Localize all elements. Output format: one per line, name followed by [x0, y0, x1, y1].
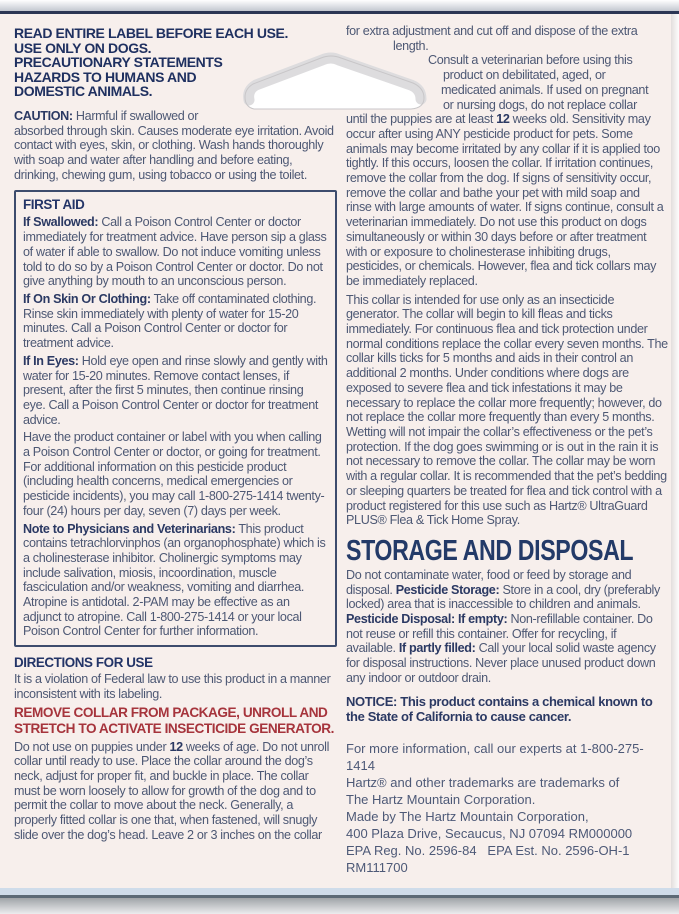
partly-filled-label: If partly filled: [398, 641, 476, 656]
first-aid-container-note: Have the product container or label with you when calling a Poison Control Center or doctor, or going for treatment. For additional information on this pesticide product (including health concerns, medical emergencies or pesticide incidents), you may call 1-800-275-1414 twenty-four (24) hours per day, seven (7) days per week. [23, 430, 325, 518]
footer-info-line: For more information, call our experts at 1-800-275-1414 [346, 740, 644, 773]
if-in-eyes-label: If In Eyes: [23, 353, 79, 368]
activation-warning: REMOVE COLLAR FROM PACKAGE, UNROLL AND STRETCH TO ACTIVATE INSECTICIDE GENERATOR. [14, 704, 334, 736]
collar-fitting-paragraph: Do not use on puppies under 12 weeks of age. Do not unroll collar until ready to use. Place the collar around the dog’s neck, adjust for proper fit, and buckle in place. The collar must be worn loosely to allow for growth of the dog and to permit the collar to move about the neck. Generally, a properly fitted collar is one that, when fastened, will snugly slide over the dog’s head. Leave 2 or 3 inches on the collar [14, 739, 330, 842]
consult-line: product on debilitated, aged, or [443, 68, 606, 83]
first-aid-physicians-note: Note to Physicians and Veterinarians: This product contains tetrachlorvinphos (an organophosphate) which is a cholinesterase inhibitor. Cholinergic symptoms may include salivation, miosis, incoordination, muscle fasciculation and/or weakness, vomiting and diarrhea. Atropine is antidotal. 2-PAM may be effective as an adjunct to atropine. Call 1-800-275-1414 or your local Poison Control Center for further information. [23, 521, 326, 639]
directions-heading: DIRECTIONS FOR USE [14, 655, 153, 671]
header-line: READ ENTIRE LABEL BEFORE EACH USE. [14, 25, 288, 41]
caution-paragraph [14, 109, 337, 183]
right-column [346, 14, 668, 876]
footer-madeby-line: Made by The Hartz Mountain Corporation, [346, 808, 589, 824]
header-line: PRECAUTIONARY STATEMENTS [14, 54, 223, 71]
header-line: USE ONLY ON DOGS. [14, 39, 152, 56]
consult-line: Consult a veterinarian before using this [428, 53, 633, 68]
consult-line: medicated animals. If used on pregnant [441, 82, 649, 97]
first-aid-title: FIRST AID [23, 197, 85, 213]
first-aid-swallowed: If Swallowed: Call a Poison Control Center or doctor immediately for treatment advice. Have person sip a glass of water if able to swallow. Do not induce vomiting unless told to do so by a Poison Control Center or doctor. Do not give anything by mouth to an unconscious person. [23, 215, 327, 289]
consult-line: or nursing dogs, do not replace collar [443, 97, 637, 112]
footer-trademark-line: The Hartz Mountain Corporation. [346, 791, 536, 807]
storage-disposal-heading: STORAGE AND DISPOSAL [346, 534, 634, 567]
caution-rest: absorbed through skin. Causes moderate eye irritation. Avoid contact with eyes, skin, or clothing. Wash hands thoroughly with soap and water after handling and before eating, drinking, chewing gum, using tobacco or using the toilet. [14, 123, 334, 182]
hang-tab-shape [242, 51, 429, 115]
footer-rm-line: RM111700 [346, 859, 408, 875]
pesticide-storage-label: Pesticide Storage: [395, 582, 500, 597]
first-aid-box [14, 190, 337, 647]
length-line: length. [393, 38, 429, 53]
if-on-skin-label: If On Skin Or Clothing: [23, 292, 151, 306]
header-line: DOMESTIC ANIMALS. [14, 83, 153, 100]
box-top-edge [0, 0, 679, 11]
footer-trademark-line: Hartz® and other trademarks are trademarks of [346, 774, 620, 790]
box-bottom-band [0, 888, 679, 895]
header-line: HAZARDS TO HUMANS AND [14, 68, 197, 85]
first-aid-skin: If On Skin Or Clothing: Take off contaminated clothing. Rinse skin immediately with plenty of water for 15-20 minutes. Call a Poison Control Center or doctor for treatment advice. [23, 292, 317, 351]
left-column [14, 14, 337, 843]
california-notice: NOTICE: This product contains a chemical known to the State of California to cause cancer. [346, 693, 653, 725]
sensitivity-paragraph: until the puppies are at least 12 weeks old. Sensitivity may occur after using ANY pesticide product for pets. Some animals may become irritated by any collar if it is applied too tightly. If this occurs, loosen the collar. If irritation continues, remove the collar from the dog. If signs of sensitivity occur, remove the collar and bathe your pet with mild soap and rinse with large amounts of water. If signs continue, consult a veterinarian immediately. Do not use this product on dogs simultaneously or within 30 days before or after treatment with or exposure to cholinesterase inhibiting drugs, pesticides, or chemicals. However, flea and tick collars may be immediately replaced. [346, 112, 664, 288]
caution-line1: Harmful if swallowed or [72, 108, 199, 123]
box-right-edge [671, 14, 679, 888]
twelve-weeks-bold: 12 [496, 112, 510, 127]
footer-block [346, 740, 668, 876]
twelve-weeks-bold: 12 [169, 739, 183, 754]
footer-epa-line: EPA Reg. No. 2596-84 EPA Est. No. 2596-OH-1 [346, 842, 630, 858]
physicians-note-label: Note to Physicians and Veterinarians: [23, 521, 236, 536]
box-bottom-shadow [0, 898, 679, 914]
footer-address-line: 400 Plaza Drive, Secaucus, NJ 07094 RM000000 [346, 825, 633, 841]
if-swallowed-label: If Swallowed: [23, 215, 99, 230]
insecticide-generator-paragraph: This collar is intended for use only as an insecticide generator. The collar will begin to kill fleas and ticks immediately. For continuous flea and tick protection under normal conditions replace the collar every seven months. The collar kills ticks for 5 months and aids in their control an additional 2 months. Under conditions where dogs are exposed to severe flea and tick infestations it may be necessary to replace the collar more frequently; however, do not replace the collar more frequently than every 5 months. Wetting will not impair the collar’s effectiveness or the pet’s protection. If the dog goes swimming or is out in the rain it is not necessary to remove the collar. The collar may be worn with a regular collar. It is recommended that the pet’s bedding or sleeping quarters be treated for flea and tick control with a product registered for this use such as Hartz® UltraGuard PLUS® Flea & Tick Home Spray. [346, 292, 668, 528]
pesticide-disposal-label: Pesticide Disposal: If empty: [346, 612, 508, 627]
storage-heading-wrap [346, 535, 668, 566]
extra-adjustment-line: for extra adjustment and cut off and dispose of the extra [346, 24, 638, 38]
storage-disposal-paragraph: Do not contaminate water, food or feed by storage and disposal. Pesticide Storage: Store in a cool, dry (preferably locked) area that is inaccessible to children and animals. Pesticide Disposal: If empty: Non-refillable container. Do not reuse or refill this container. Offer for recycling, if available. If partly filled: Call your local solid waste agency for disposal instructions. Never place unused product down any indoor or outdoor drain. [346, 567, 660, 685]
caution-label: CAUTION: [14, 108, 73, 123]
first-aid-eyes: If In Eyes: Hold eye open and rinse slowly and gently with water for 15-20 minutes. Remove contact lenses, if present, after the first 5 minutes, then continue rinsing eye. Call a Poison Control Center or doctor for treatment advice. [23, 353, 328, 427]
federal-law-paragraph: It is a violation of Federal law to use this product in a manner inconsistent with its labeling. [14, 672, 331, 701]
hang-tab-cutout [242, 51, 429, 115]
